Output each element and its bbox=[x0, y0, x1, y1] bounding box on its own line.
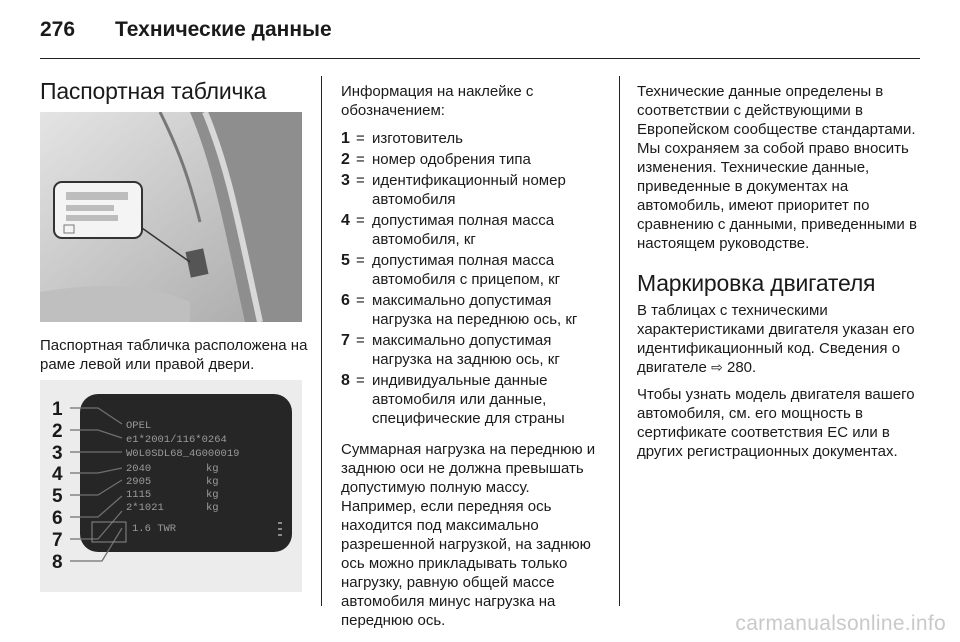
legend-item: 5 = допустимая полная масса автомобиля с прицепом, кг bbox=[341, 252, 561, 288]
id-plate-diagram bbox=[40, 380, 302, 592]
axle-load-paragraph: Суммарная нагрузка на переднюю и заднюю оси не должна превышать допустимую полную массу. Например, если передняя ось находится под максимально разрешенной нагрузкой, на заднюю ось можно прикладывать только нагрузку, равную общей массе автомобиля минус нагрузка на переднюю ось. bbox=[341, 441, 596, 629]
plate-line-maker: OPEL bbox=[126, 420, 152, 432]
column-middle bbox=[341, 60, 605, 630]
legend-item: 1 = изготовитель bbox=[341, 130, 463, 147]
page-number: 276 bbox=[40, 18, 76, 41]
plate-unit: kg bbox=[206, 463, 219, 475]
plate-line-vin: W0L0SDL68_4G000019 bbox=[126, 448, 240, 460]
plate-line-country: 1.6 TWR bbox=[132, 523, 177, 535]
page-ref-icon[interactable]: ⇨ bbox=[711, 359, 723, 375]
legend-item: 7 = максимально допустимая нагрузка на заднюю ось, кг bbox=[341, 332, 560, 368]
specs-paragraph: Технические данные определены в соответствии с действующими в Европейском сообществе стандартами. Мы сохраняем за собой право вносить изменения. Технические данные, приведенные в документах на автомобиль, имеют приоритет по сравнению с данными, приведенными в настоящем руководстве. bbox=[637, 83, 917, 252]
section-title-engine: Маркировка двигателя bbox=[637, 270, 876, 296]
plate-line-approval: e1*2001/116*0264 bbox=[126, 434, 227, 446]
figure-caption: Паспортная табличка расположена на раме левой или правой двери. bbox=[40, 337, 308, 373]
legend-item: 3 = идентификационный номер автомобиля bbox=[341, 172, 566, 208]
door-frame-photo bbox=[40, 112, 302, 322]
watermark: carmanualsonline.info bbox=[735, 612, 946, 635]
callout-5: 5 bbox=[52, 486, 63, 507]
callout-8: 8 bbox=[52, 552, 63, 573]
engine-model-paragraph: Чтобы узнать модель двигателя вашего автомобиля, см. его мощность в сертификате соответствия ЕС или в других регистрационных документах. bbox=[637, 386, 915, 460]
callout-2: 2 bbox=[52, 421, 63, 442]
legend-intro: Информация на наклейке с обозначением: bbox=[341, 83, 534, 119]
column-divider bbox=[321, 76, 322, 606]
plate-unit: kg bbox=[206, 489, 219, 501]
callout-4: 4 bbox=[52, 464, 63, 485]
section-title: Паспортная табличка bbox=[40, 78, 267, 104]
callout-3: 3 bbox=[52, 443, 63, 464]
column-divider bbox=[619, 76, 620, 606]
legend-item: 2 = номер одобрения типа bbox=[341, 151, 531, 168]
door-frame-illustration bbox=[40, 112, 302, 322]
plate-legend bbox=[341, 129, 605, 428]
engine-id-paragraph: В таблицах с техническими характеристиками двигателя указан его идентификационный код. Сведения о двигателе ⇨ 280. bbox=[637, 302, 915, 376]
spacer bbox=[341, 430, 605, 440]
plate-unit: kg bbox=[206, 502, 219, 514]
callout-1: 1 bbox=[52, 399, 63, 420]
id-plate-figure bbox=[40, 380, 302, 592]
plate-line-gcw: 2905 bbox=[126, 476, 152, 488]
plate-line-rear-axle: 2*1021 bbox=[126, 502, 164, 514]
callout-7: 7 bbox=[52, 530, 63, 551]
column-left bbox=[40, 60, 308, 105]
callout-6: 6 bbox=[52, 508, 63, 529]
spacer bbox=[637, 377, 917, 385]
plate-line-gvw: 2040 bbox=[126, 463, 152, 475]
legend-item: 4 = допустимая полная масса автомобиля, кг bbox=[341, 212, 555, 248]
header-rule bbox=[40, 58, 920, 59]
page-header bbox=[40, 14, 920, 48]
column-right bbox=[637, 60, 917, 461]
plate-line-front-axle: 1115 bbox=[126, 489, 152, 501]
plate-unit: kg bbox=[206, 476, 219, 488]
legend-item: 6 = максимально допустимая нагрузка на переднюю ось, кг bbox=[341, 292, 578, 328]
running-title: Технические данные bbox=[115, 18, 332, 41]
legend-item: 8 = индивидуальные данные автомобиля или данные, специфические для страны bbox=[341, 372, 565, 427]
page-ref-link[interactable]: 280. bbox=[726, 359, 757, 376]
